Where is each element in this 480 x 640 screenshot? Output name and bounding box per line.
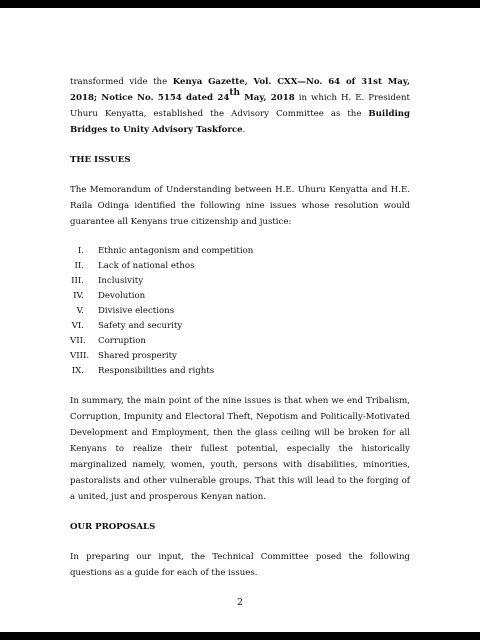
list-item-text: Responsibilities and rights [98, 366, 215, 376]
intro-text-2: in which H. E. President Uhuru Kenyatta, established the Advisory Committee as the [70, 93, 411, 119]
list-item [70, 259, 410, 274]
list-item-text: Safety and security [98, 321, 183, 331]
list-item [70, 364, 410, 379]
gazette-reference: Kenya Gazette, Vol. CXX—No. 64 of 31st May, 2018; Notice No. 5154 dated 24 [70, 77, 410, 103]
list-item [70, 334, 410, 349]
list-item [70, 349, 410, 364]
list-numeral: VIII. [70, 351, 90, 361]
summary-paragraph: In summary, the main point of the nine issues is that when we end Tribalism, Corruption, Impunity and Electoral Theft, Nepotism and Politically-Motivated Development and Employment, then the glass ceiling will be broken for all Kenyans to realize their fullest potential, especially the historically marginalized namely, women, youth, persons with disabilities, minorities, pastoralists and other vulnerable groups. That this will lead to the forging of a united, just and prosperous Kenyan nation. [70, 396, 410, 502]
proposals-heading: OUR PROPOSALS [70, 522, 156, 532]
list-item [70, 244, 410, 259]
list-numeral: II. [74, 261, 84, 271]
list-item-text: Inclusivity [98, 276, 144, 286]
list-item [70, 304, 410, 319]
date-ordinal: th [229, 88, 241, 98]
gazette-reference-end: May, 2018 [240, 93, 295, 103]
page-number: 2 [237, 598, 243, 608]
list-item-text: Devolution [98, 291, 146, 301]
taskforce-name: Building Bridges to Unity Advisory Taskforce [70, 109, 410, 135]
list-item [70, 319, 410, 334]
list-numeral: IX. [71, 366, 84, 376]
issues-heading: THE ISSUES [70, 155, 131, 165]
list-numeral: V. [76, 306, 84, 316]
list-item [70, 274, 410, 289]
document-page [0, 8, 480, 632]
list-item-text: Corruption [98, 336, 146, 346]
list-numeral: VI. [71, 321, 84, 331]
list-item-text: Divisive elections [98, 306, 175, 316]
list-item-text: Ethnic antagonism and competition [98, 246, 254, 256]
list-item [70, 289, 410, 304]
issues-intro: The Memorandum of Understanding between H.E. Uhuru Kenyatta and H.E. Raila Odinga identified the following nine issues whose resolution would guarantee all Kenyans true citizenship and justice: [70, 185, 410, 227]
proposals-intro: In preparing our input, the Technical Committee posed the following questions as a guide for each of the issues. [70, 552, 410, 578]
list-numeral: VII. [70, 336, 86, 346]
list-numeral: III. [71, 276, 84, 286]
intro-text-3: . [242, 125, 246, 135]
list-item-text: Lack of national ethos [98, 261, 195, 271]
list-numeral: IV. [73, 291, 84, 301]
list-numeral: I. [77, 246, 84, 256]
intro-paragraph [70, 74, 410, 138]
issues-list [70, 244, 410, 379]
page-content [70, 74, 410, 581]
list-item-text: Shared prosperity [98, 351, 177, 361]
intro-text: transformed vide the [70, 77, 173, 87]
